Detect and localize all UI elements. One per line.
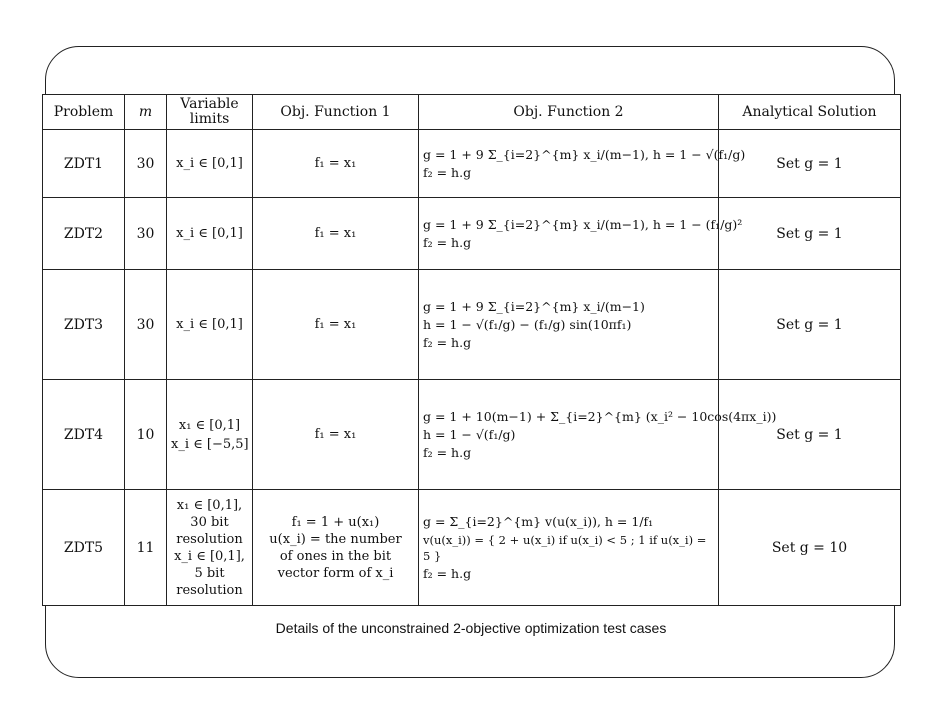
limit-line: x₁ ∈ [0,1], xyxy=(176,497,243,513)
problem-cell: ZDT4 xyxy=(43,380,125,490)
f1-cell: f₁ = x₁ xyxy=(253,198,419,270)
m-cell: 10 xyxy=(125,380,167,490)
f2-cell xyxy=(419,270,719,380)
f2-cell xyxy=(419,380,777,490)
f2-line: g = 1 + 9 Σ_{i=2}^{m} x_i/(m−1), h = 1 − (f₁/g)² xyxy=(423,216,743,232)
problem-cell: ZDT1 xyxy=(43,130,125,198)
solution-cell: Set g = 1 xyxy=(719,380,901,490)
f2-line: f₂ = h.g xyxy=(423,334,472,350)
f2-cell xyxy=(419,198,743,270)
limits-cell xyxy=(167,380,253,490)
solution-cell: Set g = 10 xyxy=(719,490,901,606)
limits-cell: x_i ∈ [0,1] xyxy=(167,130,253,198)
header-obj-function-1: Obj. Function 1 xyxy=(253,95,419,130)
header-m: m xyxy=(125,95,167,130)
limit-line: resolution xyxy=(176,582,243,598)
f1-line: f₁ = 1 + u(x₁) xyxy=(291,514,380,530)
f1-cell xyxy=(253,490,419,606)
solution-cell: Set g = 1 xyxy=(719,130,901,198)
f2-line: f₂ = h.g xyxy=(423,164,472,180)
table-row xyxy=(43,198,901,270)
f2-line: g = 1 + 9 Σ_{i=2}^{m} x_i/(m−1) xyxy=(423,298,645,314)
m-cell: 30 xyxy=(125,270,167,380)
f2-cell xyxy=(419,130,746,198)
f1-line: of ones in the bit xyxy=(279,548,392,564)
m-cell: 30 xyxy=(125,198,167,270)
limit-line: 5 bit xyxy=(194,565,225,581)
f1-cell: f₁ = x₁ xyxy=(253,130,419,198)
problem-cell: ZDT3 xyxy=(43,270,125,380)
limit-line: x_i ∈ [−5,5] xyxy=(171,436,249,452)
header-analytical-solution: Analytical Solution xyxy=(719,95,901,130)
table-row xyxy=(43,130,901,198)
limits-cell: x_i ∈ [0,1] xyxy=(167,198,253,270)
limits-cell: x_i ∈ [0,1] xyxy=(167,270,253,380)
table-row xyxy=(43,270,901,380)
table-caption: Details of the unconstrained 2-objective optimization test cases xyxy=(275,620,667,636)
solution-cell: Set g = 1 xyxy=(719,198,901,270)
limit-line: x₁ ∈ [0,1] xyxy=(178,417,241,433)
problem-cell: ZDT5 xyxy=(43,490,125,606)
problem-cell: ZDT2 xyxy=(43,198,125,270)
table-row xyxy=(43,380,901,490)
f1-cell: f₁ = x₁ xyxy=(253,380,419,490)
f2-line: f₂ = h.g xyxy=(423,565,472,581)
f2-line: v(u(x_i)) = { 2 + u(x_i) if u(x_i) < 5 ; 1 if u(x_i) = 5 } xyxy=(423,532,707,563)
solution-cell: Set g = 1 xyxy=(719,270,901,380)
limit-line: x_i ∈ [0,1], xyxy=(174,548,245,564)
f2-line: g = 1 + 9 Σ_{i=2}^{m} x_i/(m−1), h = 1 − √(f₁/g) xyxy=(423,146,746,162)
header-problem: Problem xyxy=(43,95,125,130)
test-cases-table xyxy=(42,94,901,606)
limits-cell xyxy=(167,490,253,606)
f2-line: f₂ = h.g xyxy=(423,234,472,250)
f2-line: g = Σ_{i=2}^{m} v(u(x_i)), h = 1/f₁ xyxy=(423,513,654,529)
header-row xyxy=(43,95,901,130)
f2-line: h = 1 − √(f₁/g) − (f₁/g) sin(10πf₁) xyxy=(423,316,632,332)
f1-line: vector form of x_i xyxy=(277,565,394,581)
f2-line: h = 1 − √(f₁/g) xyxy=(423,426,516,442)
f2-cell xyxy=(419,490,719,606)
f1-cell: f₁ = x₁ xyxy=(253,270,419,380)
f1-line: u(x_i) = the number xyxy=(269,531,402,547)
f2-line: f₂ = h.g xyxy=(423,444,472,460)
limit-line: 30 bit xyxy=(190,514,229,530)
m-cell: 30 xyxy=(125,130,167,198)
limit-line: resolution xyxy=(176,531,243,547)
f2-line: g = 1 + 10(m−1) + Σ_{i=2}^{m} (x_i² − 10cos(4πx_i)) xyxy=(423,408,777,424)
table-row xyxy=(43,490,901,606)
header-variable-limits: Variable limits xyxy=(167,95,253,130)
header-obj-function-2: Obj. Function 2 xyxy=(419,95,719,130)
m-cell: 11 xyxy=(125,490,167,606)
